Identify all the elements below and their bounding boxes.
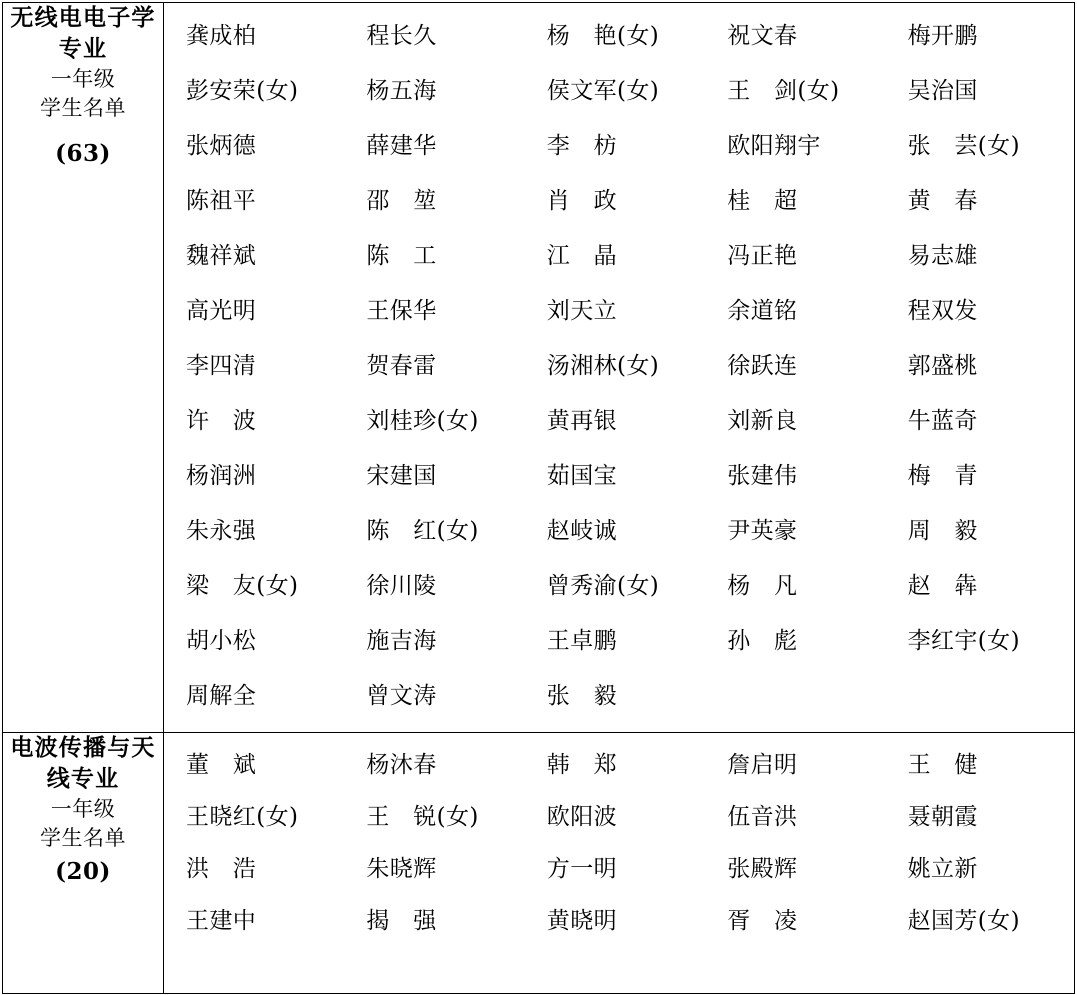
list-item: 王晓红(女) <box>186 803 299 830</box>
list-item: 施吉海 <box>366 628 437 654</box>
list-item: 董 斌 <box>186 751 257 778</box>
list-item: 尹英豪 <box>727 518 798 544</box>
list-item: 杨沐春 <box>366 751 437 778</box>
list-item: 薛建华 <box>366 133 437 159</box>
list-item: 梅 青 <box>907 463 978 489</box>
table-row <box>3 3 1075 733</box>
list-item: 姚立新 <box>907 855 978 882</box>
group-subtitle-line2: 学生名单 <box>40 826 126 851</box>
list-item: 赵岐诚 <box>546 518 617 544</box>
list-item: 揭 强 <box>366 907 437 934</box>
list-item: 吴治国 <box>907 78 978 104</box>
list-item: 宋建国 <box>366 463 437 489</box>
list-item: 王保华 <box>366 298 437 324</box>
list-item-empty <box>709 669 889 724</box>
list-item: 陈 红(女) <box>366 518 479 544</box>
list-item: 张 毅 <box>546 683 617 709</box>
list-item: 张 芸(女) <box>907 133 1020 159</box>
group-title: 无线电电子学专业 <box>10 4 156 62</box>
list-item: 易志雄 <box>907 243 978 269</box>
list-item: 贺春雷 <box>366 353 437 379</box>
list-item: 肖 政 <box>546 188 617 214</box>
list-item: 李红宇(女) <box>907 628 1020 654</box>
list-item: 洪 浩 <box>186 855 257 882</box>
list-item: 王 健 <box>907 751 978 778</box>
list-item: 伍音洪 <box>727 803 798 830</box>
list-item: 周 毅 <box>907 518 978 544</box>
list-item: 黄 春 <box>907 188 978 214</box>
list-item: 徐川陵 <box>366 573 437 599</box>
list-item: 赵国芳(女) <box>907 907 1020 934</box>
list-item: 李四清 <box>186 353 257 379</box>
list-item: 江 晶 <box>546 243 617 269</box>
list-item: 杨润洲 <box>186 463 257 489</box>
group-header-cell-1 <box>3 3 164 733</box>
list-item: 欧阳波 <box>546 803 617 830</box>
list-item: 彭安荣(女) <box>186 78 299 104</box>
list-item: 曾文涛 <box>366 683 437 709</box>
list-item: 刘天立 <box>546 298 617 324</box>
list-item: 朱晓辉 <box>366 855 437 882</box>
list-item: 刘桂珍(女) <box>366 408 479 434</box>
list-item: 余道铭 <box>727 298 798 324</box>
list-item: 程长久 <box>366 23 437 49</box>
list-item: 陈 工 <box>366 243 437 269</box>
list-item-empty <box>890 669 1070 724</box>
list-item: 胥 凌 <box>727 907 798 934</box>
list-item: 冯正艳 <box>727 243 798 269</box>
list-item: 胡小松 <box>186 628 257 654</box>
list-item: 茹国宝 <box>546 463 617 489</box>
list-item: 张殿辉 <box>727 855 798 882</box>
list-item: 梁 友(女) <box>186 573 299 599</box>
list-item: 李 枋 <box>546 133 617 159</box>
list-item: 程双发 <box>907 298 978 324</box>
list-item: 杨 凡 <box>727 573 798 599</box>
list-item: 徐跃连 <box>727 353 798 379</box>
list-item: 杨 艳(女) <box>546 23 660 49</box>
names-grid <box>164 733 1074 993</box>
list-item: 郭盛桃 <box>907 353 978 379</box>
list-item: 汤湘林(女) <box>546 353 660 379</box>
list-item: 魏祥斌 <box>186 243 257 269</box>
list-item: 陈祖平 <box>186 188 257 214</box>
list-item: 祝文春 <box>727 23 798 49</box>
list-item: 王建中 <box>186 907 257 934</box>
group-subtitle-line2: 学生名单 <box>40 96 126 121</box>
list-item: 王卓鹏 <box>546 628 617 654</box>
list-item: 侯文军(女) <box>546 78 660 104</box>
group-title: 电波传播与天线专业 <box>10 734 156 792</box>
list-item: 张炳德 <box>186 133 257 159</box>
list-item: 詹启明 <box>727 751 798 778</box>
list-item: 朱永强 <box>186 518 257 544</box>
list-item: 韩 郑 <box>546 751 617 778</box>
empty-row <box>168 947 348 985</box>
list-item: 桂 超 <box>727 188 798 214</box>
list-item: 方一明 <box>546 855 617 882</box>
list-item: 王 剑(女) <box>727 78 840 104</box>
list-item: 高光明 <box>186 298 257 324</box>
group-count: (63) <box>55 140 111 168</box>
list-item: 张建伟 <box>727 463 798 489</box>
list-item: 聂朝霞 <box>907 803 978 830</box>
list-item: 黄晓明 <box>546 907 617 934</box>
group-count: (20) <box>55 858 111 886</box>
list-item: 赵 犇 <box>907 573 978 599</box>
list-item: 周解全 <box>186 683 257 709</box>
names-grid <box>164 3 1074 732</box>
list-item: 曾秀渝(女) <box>546 573 660 599</box>
group-names-cell-1 <box>164 3 1075 733</box>
list-item: 欧阳翔宇 <box>727 133 821 159</box>
list-item: 邵 堃 <box>366 188 437 214</box>
group-names-cell-2 <box>164 733 1075 994</box>
list-item: 许 波 <box>186 408 257 434</box>
group-subtitle-line1: 一年级 <box>50 796 116 821</box>
student-roster-table <box>2 2 1075 994</box>
list-item: 杨五海 <box>366 78 437 104</box>
list-item: 孙 彪 <box>727 628 798 654</box>
group-subtitle-line1: 一年级 <box>50 66 116 91</box>
list-item: 牛蓝奇 <box>907 408 978 434</box>
list-item: 刘新良 <box>727 408 798 434</box>
list-item: 梅开鹏 <box>907 23 978 49</box>
table-row <box>3 733 1075 994</box>
group-header-cell-2 <box>3 733 164 994</box>
list-item: 王 锐(女) <box>366 803 479 830</box>
list-item: 龚成柏 <box>186 23 257 49</box>
list-item: 黄再银 <box>546 408 617 434</box>
